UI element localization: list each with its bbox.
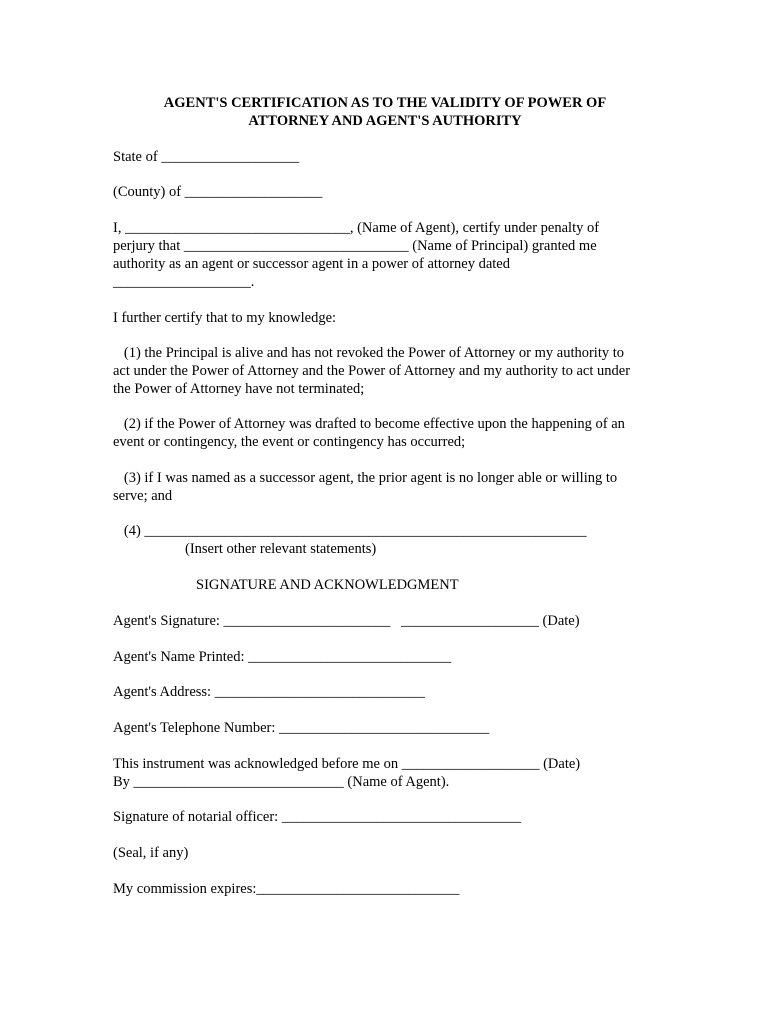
statement-3-line-2: serve; and (113, 488, 173, 504)
notarial-signature-field: Signature of notarial officer: _________________________________ (113, 809, 522, 825)
certification-line-3: authority as an agent or successor agent in a power of attorney dated (113, 256, 510, 272)
county-field: (County) of ___________________ (113, 184, 323, 200)
statement-1-line-3: the Power of Attorney have not terminated; (113, 381, 365, 397)
further-certify-heading: I further certify that to my knowledge: (113, 310, 337, 326)
document-title-line-2: ATTORNEY AND AGENT'S AUTHORITY (248, 113, 522, 129)
commission-expires-field: My commission expires:____________________________ (113, 881, 460, 897)
statement-2-line-1: (2) if the Power of Attorney was drafted to become effective upon the happening of an (113, 416, 625, 432)
statement-2-line-2: event or contingency, the event or contingency has occurred; (113, 434, 466, 450)
document-title-line-1: AGENT'S CERTIFICATION AS TO THE VALIDITY OF POWER OF (163, 95, 607, 111)
acknowledgment-line-2: By _____________________________ (Name of Agent). (113, 774, 450, 790)
statement-4-caption: (Insert other relevant statements) (185, 541, 377, 557)
statement-4-line: (4) _____________________________________________________________ (113, 523, 587, 539)
statement-1-line-1: (1) the Principal is alive and has not revoked the Power of Attorney or my authority to (113, 345, 625, 361)
state-field: State of ___________________ (113, 149, 300, 165)
certification-line-1: I, _______________________________, (Name of Agent), certify under penalty of (113, 220, 600, 236)
agent-telephone-field: Agent's Telephone Number: _____________________________ (113, 720, 490, 736)
agent-address-field: Agent's Address: _____________________________ (113, 684, 425, 700)
certification-line-4: ___________________. (113, 274, 255, 290)
acknowledgment-line-1: This instrument was acknowledged before me on ___________________ (Date) (113, 756, 581, 772)
statement-3-line-1: (3) if I was named as a successor agent, the prior agent is no longer able or willing to (113, 470, 618, 486)
agent-name-printed-field: Agent's Name Printed: ____________________________ (113, 649, 452, 665)
seal-note: (Seal, if any) (113, 845, 189, 861)
signature-section-heading: SIGNATURE AND ACKNOWLEDGMENT (196, 577, 459, 593)
statement-1-line-2: act under the Power of Attorney and the Power of Attorney and my authority to act under (113, 363, 631, 379)
certification-line-2: perjury that _______________________________ (Name of Principal) granted me (113, 238, 597, 254)
agent-signature-field: Agent's Signature: _______________________ ___________________ (Date) (113, 613, 580, 629)
